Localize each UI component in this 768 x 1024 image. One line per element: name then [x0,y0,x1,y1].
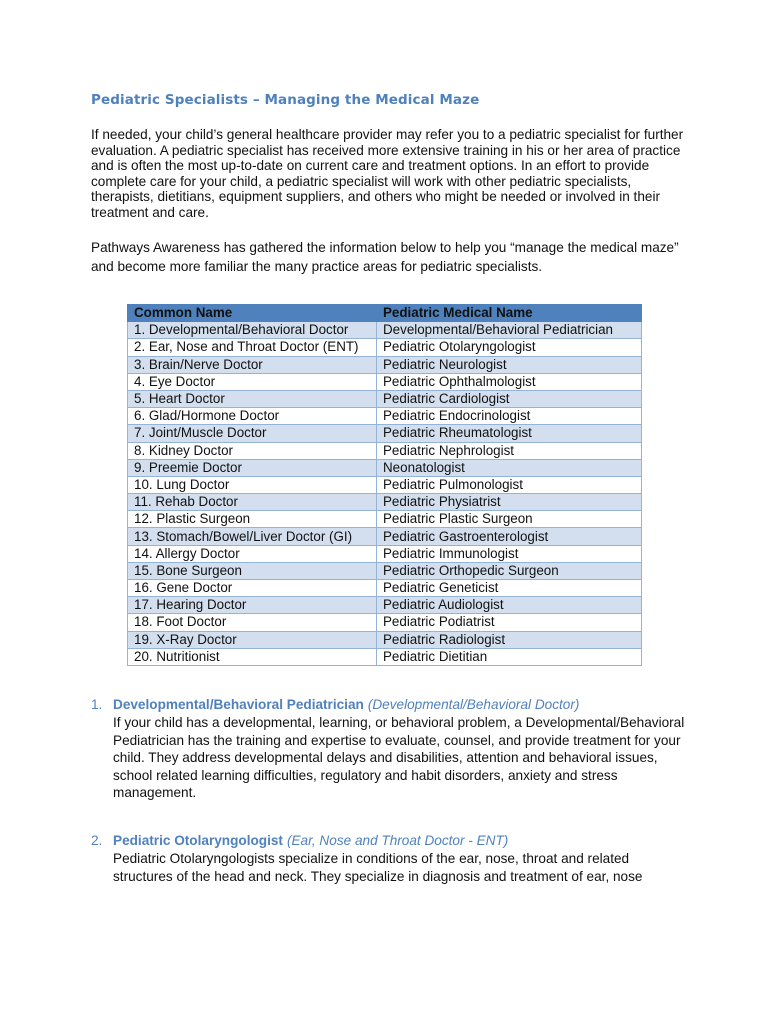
table-row [128,390,642,407]
section-otolaryngologist [91,832,691,885]
medical-name-cell: Pediatric Radiologist [377,631,642,648]
page-title: Pediatric Specialists – Managing the Medical Maze [91,92,480,108]
medical-name-cell: Pediatric Gastroenterologist [377,528,642,545]
section-heading-text [113,696,579,713]
common-name-cell: 11. Rehab Doctor [128,494,377,511]
medical-name-cell: Pediatric Otolaryngologist [377,339,642,356]
table-row [128,545,642,562]
table-row [128,494,642,511]
section-number: 1. [91,697,103,712]
table-row [128,356,642,373]
section-heading-text [113,832,508,849]
medical-name-cell: Pediatric Plastic Surgeon [377,511,642,528]
medical-name-cell: Neonatologist [377,459,642,476]
table-row [128,339,642,356]
table-row [128,459,642,476]
common-name-cell: 10. Lung Doctor [128,476,377,493]
table-row [128,562,642,579]
section-heading [91,696,691,713]
medical-name-cell: Pediatric Neurologist [377,356,642,373]
common-name-cell: 16. Gene Doctor [128,580,377,597]
section-title: Pediatric Otolaryngologist [113,833,283,848]
table-body [128,322,642,666]
section-heading [91,832,691,849]
common-name-cell: 5. Heart Doctor [128,390,377,407]
common-name-cell: 18. Foot Doctor [128,614,377,631]
medical-name-cell: Pediatric Endocrinologist [377,408,642,425]
medical-name-cell: Pediatric Geneticist [377,580,642,597]
common-name-cell: 20. Nutritionist [128,648,377,665]
table-row [128,648,642,665]
table-row [128,614,642,631]
common-name-cell: 14. Allergy Doctor [128,545,377,562]
section-alt-name: (Ear, Nose and Throat Doctor - ENT) [286,833,509,848]
section-body: If your child has a developmental, learning, or behavioral problem, a Developmental/Behavioral Pediatrician has the training and expertise to evaluate, counsel, and provide treatment for your child. They address developmental delays and disabilities, attention and behavioral issues, school related learning difficulties, regulatory and habit disorders, anxiety and stress management. [113,715,685,801]
table-header-row [128,305,642,322]
medical-name-cell: Pediatric Physiatrist [377,494,642,511]
section-number: 2. [91,833,103,848]
common-name-cell: 6. Glad/Hormone Doctor [128,408,377,425]
common-name-cell: 15. Bone Surgeon [128,562,377,579]
common-name-cell: 8. Kidney Doctor [128,442,377,459]
intro-paragraph: If needed, your child’s general healthcare provider may refer you to a pediatric specialist for further evaluation. A pediatric specialist has received more extensive training in his or her area of practice and is often the most up-to-date on current care and treatment options. In an effort to provide complete care for your child, a pediatric specialist will work with other pediatric specialists, therapists, dietitians, equipment suppliers, and others who might be needed or involved in their treatment and care. [91,127,684,220]
table-row [128,476,642,493]
medical-name-cell: Pediatric Rheumatologist [377,425,642,442]
medical-name-cell: Pediatric Immunologist [377,545,642,562]
common-name-cell: 7. Joint/Muscle Doctor [128,425,377,442]
medical-name-cell: Pediatric Ophthalmologist [377,373,642,390]
common-name-cell: 19. X-Ray Doctor [128,631,377,648]
table-row [128,580,642,597]
medical-name-cell: Pediatric Nephrologist [377,442,642,459]
table-row [128,425,642,442]
common-name-cell: 2. Ear, Nose and Throat Doctor (ENT) [128,339,377,356]
header-common-name: Common Name [128,305,377,322]
section-developmental-pediatrician [91,696,691,802]
header-medical-name: Pediatric Medical Name [377,305,642,322]
medical-name-cell: Pediatric Pulmonologist [377,476,642,493]
common-name-cell: 17. Hearing Doctor [128,597,377,614]
table-row [128,322,642,339]
table-row [128,597,642,614]
medical-name-cell: Pediatric Audiologist [377,597,642,614]
table-row [128,631,642,648]
common-name-cell: 4. Eye Doctor [128,373,377,390]
medical-name-cell: Pediatric Orthopedic Surgeon [377,562,642,579]
medical-name-cell: Pediatric Dietitian [377,648,642,665]
common-name-cell: 12. Plastic Surgeon [128,511,377,528]
common-name-cell: 9. Preemie Doctor [128,459,377,476]
common-name-cell: 1. Developmental/Behavioral Doctor [128,322,377,339]
common-name-cell: 13. Stomach/Bowel/Liver Doctor (GI) [128,528,377,545]
section-title: Developmental/Behavioral Pediatrician [113,697,364,712]
section-body: Pediatric Otolaryngologists specialize in conditions of the ear, nose, throat and related structures of the head and neck. They specialize in diagnosis and treatment of ear, nose [113,851,643,884]
table-row [128,511,642,528]
table-row [128,442,642,459]
specialists-table [127,304,642,666]
section-alt-name: (Developmental/Behavioral Doctor) [367,697,580,712]
common-name-cell: 3. Brain/Nerve Doctor [128,356,377,373]
table-row [128,408,642,425]
table-row [128,373,642,390]
table-row [128,528,642,545]
pathways-paragraph: Pathways Awareness has gathered the information below to help you “manage the medical maze” and become more familiar the many practice areas for pediatric specialists. [91,240,679,274]
medical-name-cell: Pediatric Cardiologist [377,390,642,407]
medical-name-cell: Developmental/Behavioral Pediatrician [377,322,642,339]
medical-name-cell: Pediatric Podiatrist [377,614,642,631]
